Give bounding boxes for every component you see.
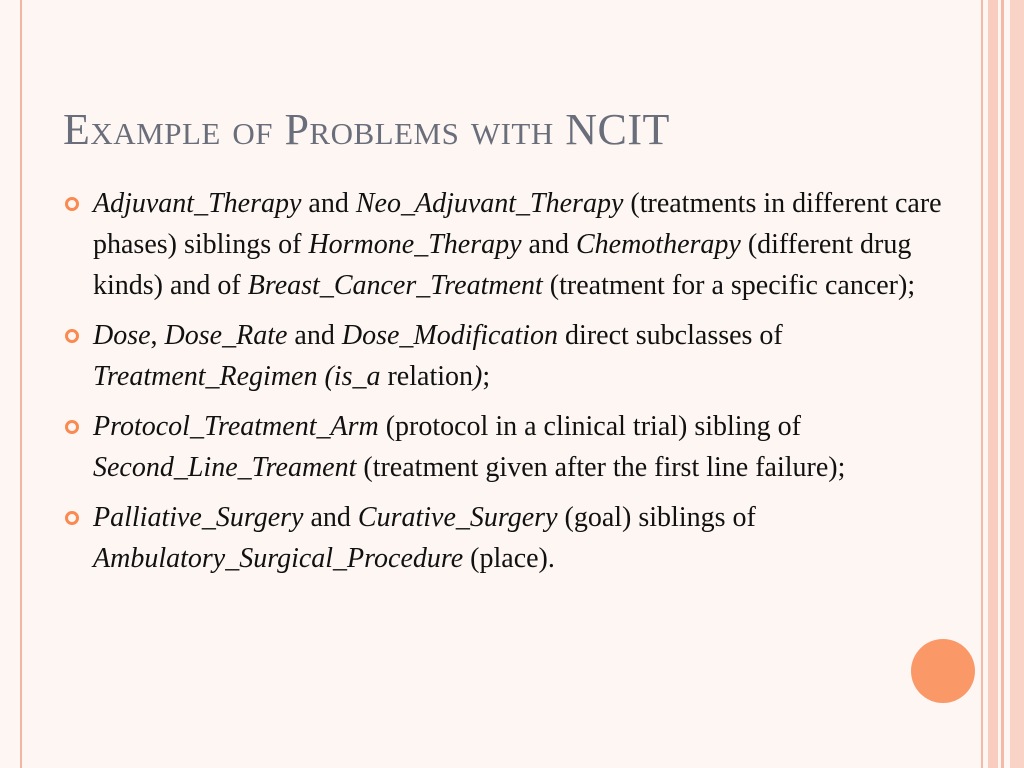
bullet-circle-icon <box>65 511 79 525</box>
bullet-text-italic: Breast_Cancer_Treatment <box>247 270 543 301</box>
bullet-circle-icon <box>65 420 79 434</box>
bullet-text-italic: Ambulatory_Surgical_Procedure <box>93 543 464 574</box>
bullet-text-normal: (treatment given after the first line failure); <box>356 452 846 483</box>
bullet-text-italic: Curative_Surgery <box>357 502 558 533</box>
bullet-text-italic: Treatment_Regimen (is_a <box>93 361 381 392</box>
bullet-text-normal: and <box>303 502 358 533</box>
bullet-text-normal: (goal) siblings of <box>557 502 756 533</box>
bullet-item <box>63 406 943 488</box>
bullet-text-italic: Dose <box>93 320 151 351</box>
bullet-text-normal: (different drug kinds) and of <box>93 229 912 301</box>
bullet-text <box>93 320 783 392</box>
bullet-text-normal: ; <box>482 361 491 392</box>
bullet-text-italic: Chemotherapy <box>575 229 741 260</box>
bullet-text-normal: (treatment for a specific cancer); <box>542 270 916 301</box>
bullet-text <box>93 188 942 301</box>
decorative-stripe <box>981 0 983 768</box>
bullet-circle-icon <box>65 329 79 343</box>
bullet-text-italic: Protocol_Treatment_Arm <box>93 411 379 442</box>
bullet-text-italic: Palliative_Surgery <box>93 502 304 533</box>
bullet-text-normal: (treatments in different care phases) siblings of <box>93 188 942 260</box>
bullet-text-italic: Hormone_Therapy <box>308 229 522 260</box>
decorative-stripe <box>988 0 998 768</box>
slide-title: Example of Problems with NCIT <box>63 105 670 154</box>
bullet-text-italic: Dose_Rate <box>164 320 288 351</box>
bullet-text <box>93 411 845 483</box>
bullet-text-italic: Adjuvant_Therapy <box>93 188 302 219</box>
bullet-text-italic: Dose_Modification <box>341 320 559 351</box>
bullet-text-normal: and <box>287 320 342 351</box>
bullet-list <box>63 183 943 588</box>
bullet-text <box>93 502 756 574</box>
bullet-text-italic: Second_Line_Treament <box>93 452 357 483</box>
bullet-text-normal: direct subclasses of <box>558 320 783 351</box>
bullet-text-italic: ) <box>473 361 483 392</box>
bullet-item <box>63 497 943 579</box>
bullet-text-normal: , <box>150 320 165 351</box>
bullet-text-normal: (protocol in a clinical trial) sibling of <box>378 411 801 442</box>
bullet-item <box>63 315 943 397</box>
bullet-item <box>63 183 943 306</box>
bullet-text-normal: relation <box>380 361 474 392</box>
decorative-stripe <box>1010 0 1024 768</box>
accent-circle <box>911 639 975 703</box>
bullet-circle-icon <box>65 197 79 211</box>
bullet-text-normal: (place). <box>463 543 555 574</box>
decorative-stripe <box>1001 0 1004 768</box>
bullet-text-normal: and <box>521 229 576 260</box>
bullet-text-italic: Neo_Adjuvant_Therapy <box>355 188 624 219</box>
bullet-text-normal: and <box>301 188 356 219</box>
